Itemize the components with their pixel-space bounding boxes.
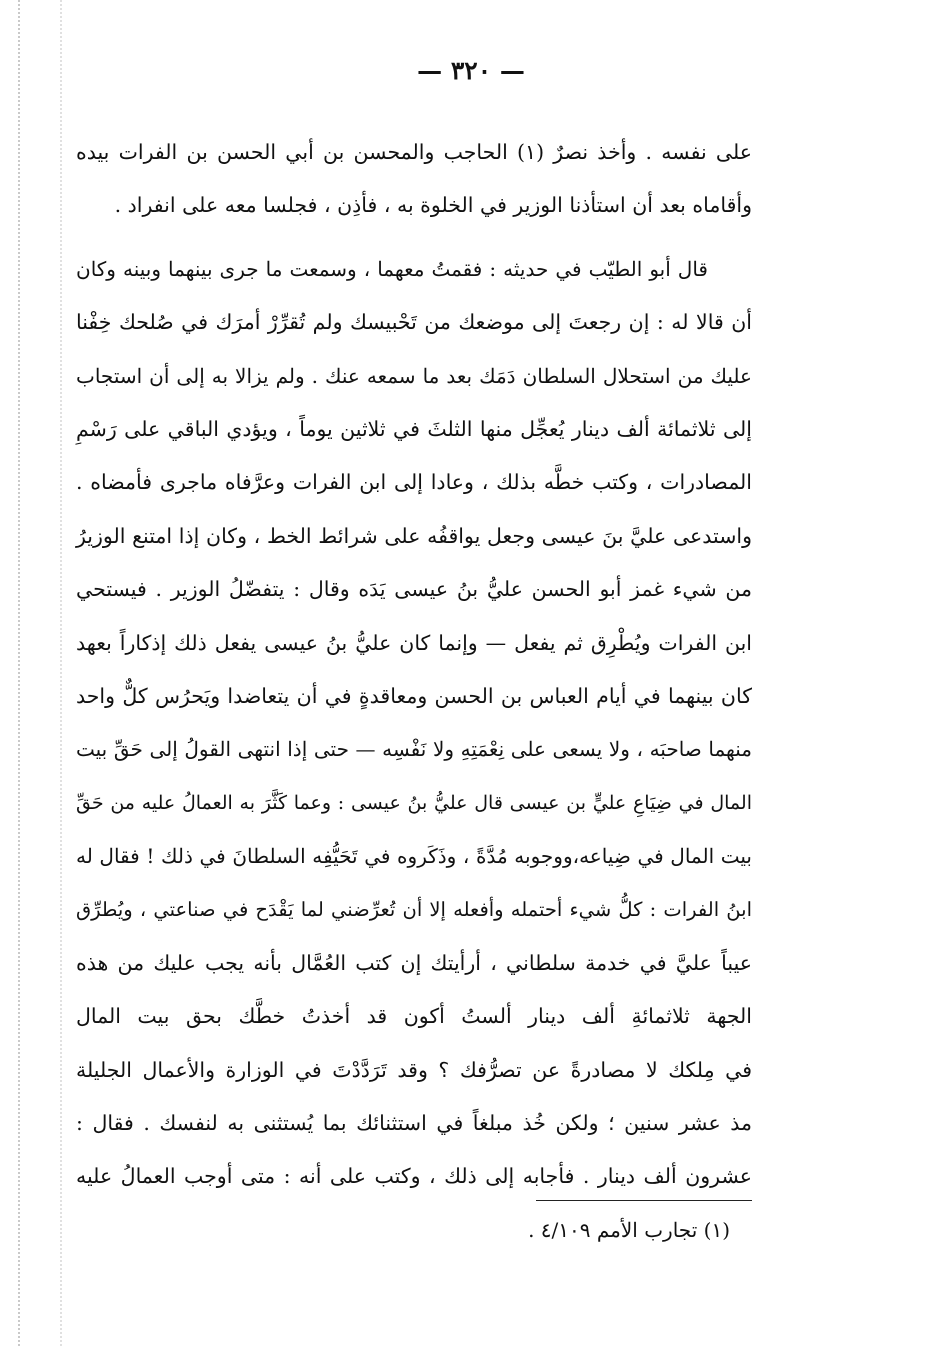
text-line: قال أبو الطيّب في حديثه : فقمتُ معهما ، وسمعت ما جرى بينهما وبينه وكان: [76, 256, 708, 281]
footnote: (١) تجارب الأمم ٤/١٠٩ .: [528, 1218, 730, 1242]
text-line: المال في ضِيَاعِ عليٍّ بن عيسى قال عليُّ بنُ عيسى : وعما كَثَّرَ به العمالُ عليه من حَقِّ: [76, 791, 752, 814]
text-line: من شيء غمز أبو الحسن عليُّ بنُ عيسى يَدَه وقال : يتفضّلُ الوزير . فيستحي: [76, 577, 752, 602]
footnote-divider: [536, 1200, 752, 1201]
text-line: منهما صاحبَه ، ولا يسعى على نِعْمَتِهِ ولا نَفْسِه — حتى إذا انتهى القولُ إلى حَقِّ بيت: [76, 737, 752, 762]
scan-edge-mark: [18, 0, 20, 1346]
page-number: — ٣٢٠ —: [417, 56, 525, 85]
body-text: [76, 126, 752, 1204]
text-line: أن قالا له : إن رجعتَ إلى موضعك من تَحْبيسك ولم تُقرِّرْ أمرَك في صُلحك خِفْنا: [76, 310, 752, 335]
text-line: عيباً عليَّ في خدمة سلطاني ، أرأيتك إن كتب العُمَّال بأنه يجب عليك من هذه: [76, 950, 752, 975]
text-line: مذ عشر سنين ؛ ولكن خُذ مبلغاً في استثنائك بما يُستثنى به لنفسك . فقال :: [76, 1111, 752, 1136]
text-line: واستدعى عليَّ بنَ عيسى وجعل يواقفُه على شرائط الخط ، وكان إذا امتنع الوزيرُ: [76, 523, 752, 548]
text-line: ابنُ الفرات : كلُّ شيء أحتمله وأفعله إلا أن تُعرِّضني لما يَقْدَح في صناعتي ، ويُطرِّق: [76, 898, 752, 922]
text-line: الجهة ثلاثمائةِ ألف دينار ألستُ أكون قد أخذتُ خطَّك بحق بيت المال: [76, 1004, 752, 1029]
scan-edge-mark: [60, 0, 62, 1346]
text-line: إلى ثلاثمائة ألف دينار يُعجِّل منها الثلثَ في ثلاثين يوماً ، ويؤدي الباقي على رَسْمِ: [76, 416, 752, 441]
text-line: ابن الفرات ويُطْرِق ثم يفعل — وإنما كان عليُّ بنُ عيسى يفعل ذلك إذكاراً بعهد: [76, 630, 752, 655]
text-line: على نفسه . وأخذ نصرٌ (١) الحاجب والمحسن بن أبي الحسن بن الفرات بيده: [76, 140, 752, 164]
text-line: في مِلكك لا مصادرةً عن تصرُّفك ؟ وقد تَرَدَّدْتَ في الوزارة والأعمال الجليلة: [76, 1057, 752, 1082]
text-line: كان بينهما في أيام العباس بن الحسن ومعاقدةٍ في أن يتعاضدا ويَحرُس كلٌّ واحد: [76, 683, 752, 708]
text-line: عشرون ألف دينار . فأجابه إلى ذلك ، وكتب على أنه : متى أوجب العمالُ عليه: [76, 1164, 752, 1189]
text-line: بيت المال في ضِياعه،ووجوبه مُدَّةً ، وذَكَروه في تَحَيُّفِه السلطانَ في ذلك ! فقال له: [76, 844, 752, 869]
text-line: وأقاماه بعد أن استأذنا الوزير في الخلوة به ، فأذِن ، فجلسا معه على انفراد .: [114, 193, 752, 218]
text-line: المصادرات ، وكتب خطَّه بذلك ، وعادا إلى ابن الفرات وعرَّفاه ماجرى فأمضاه .: [76, 470, 752, 495]
text-line: عليك من استحلال السلطان دَمَك بعد ما سمعه عنك . ولم يزالا به إلى أن استجاب: [76, 363, 752, 388]
